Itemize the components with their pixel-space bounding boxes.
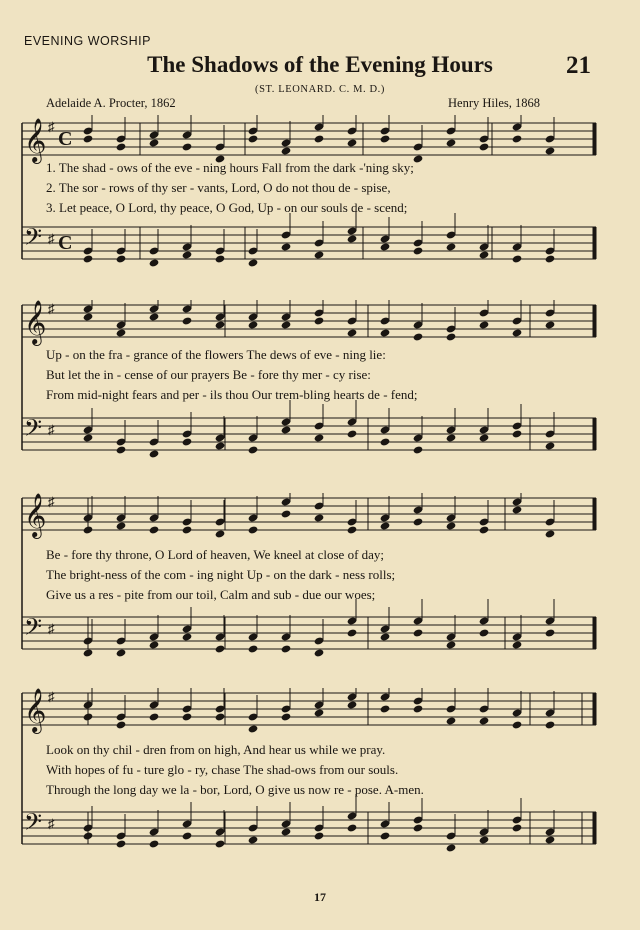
treble-clef-icon: 𝄞 bbox=[24, 120, 47, 162]
note-head bbox=[83, 831, 94, 840]
note-head bbox=[413, 517, 424, 526]
lyric-line: But let the in - cense of our prayers Be - fore thy mer - cy rise: bbox=[46, 367, 371, 382]
note-head bbox=[182, 632, 193, 641]
note-head bbox=[248, 835, 259, 844]
lyric-line: Up - on the fra - grance of the flowers The dews of eve - ning lie: bbox=[46, 347, 386, 362]
lyric-line: 2. The sor - rows of thy ser - vants, Lord, O do not thou de - spise, bbox=[46, 180, 391, 195]
lyric-line: 1. The shad - ows of the eve - ning hours Fall from the dark -'ning sky; bbox=[46, 160, 414, 175]
note-head bbox=[248, 445, 259, 454]
note-head bbox=[116, 445, 127, 454]
note-head bbox=[380, 521, 391, 530]
note-head bbox=[314, 316, 325, 325]
note-head bbox=[380, 134, 391, 143]
music-system-2 bbox=[0, 300, 640, 470]
page-number: 17 bbox=[314, 890, 326, 904]
note-head bbox=[479, 250, 490, 259]
note-head bbox=[479, 320, 490, 329]
note-head bbox=[149, 449, 160, 458]
note-head bbox=[512, 823, 523, 832]
note-head bbox=[380, 632, 391, 641]
note-head bbox=[545, 320, 556, 329]
note-head bbox=[347, 138, 358, 147]
note-head bbox=[380, 437, 391, 446]
note-head bbox=[116, 648, 127, 657]
note-head bbox=[314, 134, 325, 143]
note-head bbox=[182, 712, 193, 721]
note-head bbox=[116, 720, 127, 729]
note-head bbox=[215, 320, 226, 329]
note-head bbox=[314, 648, 325, 657]
note-head bbox=[281, 320, 292, 329]
note-head bbox=[446, 640, 457, 649]
music-system-4 bbox=[0, 688, 640, 873]
note-head bbox=[314, 708, 325, 717]
tune-name: (ST. LEONARD. C. M. D.) bbox=[255, 84, 385, 95]
note-head bbox=[182, 831, 193, 840]
note-head bbox=[512, 134, 523, 143]
note-head bbox=[215, 441, 226, 450]
author-credit: Adelaide A. Procter, 1862 bbox=[46, 96, 176, 110]
note-head bbox=[545, 529, 556, 538]
note-head bbox=[446, 843, 457, 852]
note-head bbox=[413, 332, 424, 341]
note-head bbox=[215, 254, 226, 263]
lyric-line: 3. Let peace, O Lord, thy peace, O God, Up - on our souls de - scend; bbox=[46, 200, 408, 215]
note-head bbox=[545, 720, 556, 729]
note-head bbox=[347, 700, 358, 709]
note-head bbox=[413, 246, 424, 255]
note-head bbox=[479, 433, 490, 442]
lyric-line: Be - fore thy throne, O Lord of heaven, We kneel at close of day; bbox=[46, 547, 385, 562]
lyric-line: Through the long day we la - bor, Lord, O give us now re - pose. A-men. bbox=[46, 782, 424, 797]
note-head bbox=[182, 316, 193, 325]
note-head bbox=[215, 644, 226, 653]
note-head bbox=[116, 142, 127, 151]
note-head bbox=[446, 138, 457, 147]
note-head bbox=[446, 433, 457, 442]
note-head bbox=[545, 441, 556, 450]
common-time-icon: C bbox=[58, 128, 73, 150]
hymn-number: 21 bbox=[566, 52, 591, 79]
note-head bbox=[83, 134, 94, 143]
treble-clef-icon: 𝄞 bbox=[24, 690, 47, 732]
hymn-title: The Shadows of the Evening Hours bbox=[147, 52, 493, 77]
section-heading: EVENING WORSHIP bbox=[24, 34, 151, 48]
note-head bbox=[248, 525, 259, 534]
note-head bbox=[347, 429, 358, 438]
note-head bbox=[83, 312, 94, 321]
lyric-line: Look on thy chil - dren from on high, And hear us while we pray. bbox=[46, 742, 386, 757]
note-head bbox=[446, 332, 457, 341]
sharp-icon: ♯ bbox=[48, 422, 55, 437]
bass-clef-icon: 𝄢 bbox=[24, 810, 43, 841]
note-head bbox=[215, 529, 226, 538]
note-head bbox=[413, 823, 424, 832]
note-head bbox=[479, 142, 490, 151]
note-head bbox=[281, 146, 292, 155]
note-head bbox=[347, 525, 358, 534]
note-head bbox=[380, 328, 391, 337]
note-head bbox=[281, 644, 292, 653]
bass-clef-icon: 𝄢 bbox=[24, 225, 43, 256]
note-head bbox=[182, 142, 193, 151]
sharp-icon: ♯ bbox=[48, 494, 55, 509]
sharp-icon: ♯ bbox=[48, 231, 55, 246]
note-head bbox=[149, 258, 160, 267]
note-head bbox=[512, 254, 523, 263]
note-head bbox=[182, 250, 193, 259]
note-head bbox=[314, 831, 325, 840]
note-head bbox=[149, 312, 160, 321]
note-head bbox=[479, 525, 490, 534]
note-head bbox=[380, 242, 391, 251]
note-head bbox=[149, 712, 160, 721]
note-head bbox=[512, 505, 523, 514]
note-head bbox=[149, 640, 160, 649]
note-head bbox=[182, 525, 193, 534]
sharp-icon: ♯ bbox=[48, 621, 55, 636]
note-head bbox=[248, 644, 259, 653]
note-head bbox=[281, 425, 292, 434]
note-head bbox=[83, 525, 94, 534]
note-head bbox=[347, 234, 358, 243]
note-head bbox=[545, 254, 556, 263]
note-head bbox=[446, 716, 457, 725]
note-head bbox=[512, 328, 523, 337]
note-head bbox=[149, 138, 160, 147]
note-head bbox=[281, 827, 292, 836]
note-head bbox=[248, 258, 259, 267]
note-head bbox=[248, 134, 259, 143]
note-head bbox=[83, 648, 94, 657]
note-head bbox=[281, 509, 292, 518]
sharp-icon: ♯ bbox=[48, 301, 55, 316]
note-head bbox=[512, 720, 523, 729]
note-head bbox=[314, 513, 325, 522]
note-head bbox=[248, 724, 259, 733]
note-head bbox=[215, 712, 226, 721]
common-time-icon: C bbox=[58, 232, 73, 254]
note-head bbox=[446, 242, 457, 251]
note-head bbox=[413, 445, 424, 454]
note-head bbox=[314, 433, 325, 442]
note-head bbox=[413, 628, 424, 637]
treble-clef-icon: 𝄞 bbox=[24, 495, 47, 537]
note-head bbox=[545, 628, 556, 637]
note-head bbox=[347, 628, 358, 637]
note-head bbox=[512, 640, 523, 649]
note-head bbox=[116, 521, 127, 530]
bass-clef-icon: 𝄢 bbox=[24, 615, 43, 646]
note-head bbox=[347, 328, 358, 337]
sharp-icon: ♯ bbox=[48, 119, 55, 134]
lyric-line: Give us a res - pite from our toil, Calm and sub - due our woes; bbox=[46, 587, 376, 602]
sharp-icon: ♯ bbox=[48, 816, 55, 831]
note-head bbox=[116, 254, 127, 263]
note-head bbox=[413, 154, 424, 163]
note-head bbox=[116, 839, 127, 848]
bass-clef-icon: 𝄢 bbox=[24, 416, 43, 447]
note-head bbox=[380, 704, 391, 713]
note-head bbox=[446, 521, 457, 530]
sharp-icon: ♯ bbox=[48, 689, 55, 704]
treble-clef-icon: 𝄞 bbox=[24, 302, 47, 344]
note-head bbox=[512, 429, 523, 438]
note-head bbox=[479, 835, 490, 844]
note-head bbox=[149, 839, 160, 848]
lyric-line: From mid-night fears and per - ils thou Our trem-bling hearts de - fend; bbox=[46, 387, 418, 402]
note-head bbox=[182, 437, 193, 446]
note-head bbox=[215, 839, 226, 848]
note-head bbox=[83, 712, 94, 721]
note-head bbox=[149, 525, 160, 534]
composer-credit: Henry Hiles, 1868 bbox=[448, 96, 540, 110]
lyric-line: With hopes of fu - ture glo - ry, chase The shad-ows from our souls. bbox=[46, 762, 399, 777]
note-head bbox=[545, 146, 556, 155]
note-head bbox=[116, 328, 127, 337]
note-head bbox=[479, 628, 490, 637]
note-head bbox=[281, 712, 292, 721]
note-head bbox=[83, 433, 94, 442]
lyric-line: The bright-ness of the com - ing night Up - on the dark - ness rolls; bbox=[46, 567, 396, 582]
note-head bbox=[281, 242, 292, 251]
note-head bbox=[479, 716, 490, 725]
note-head bbox=[413, 704, 424, 713]
note-head bbox=[83, 254, 94, 263]
note-head bbox=[314, 250, 325, 259]
note-head bbox=[380, 831, 391, 840]
note-head bbox=[248, 320, 259, 329]
note-head bbox=[545, 835, 556, 844]
note-head bbox=[347, 823, 358, 832]
